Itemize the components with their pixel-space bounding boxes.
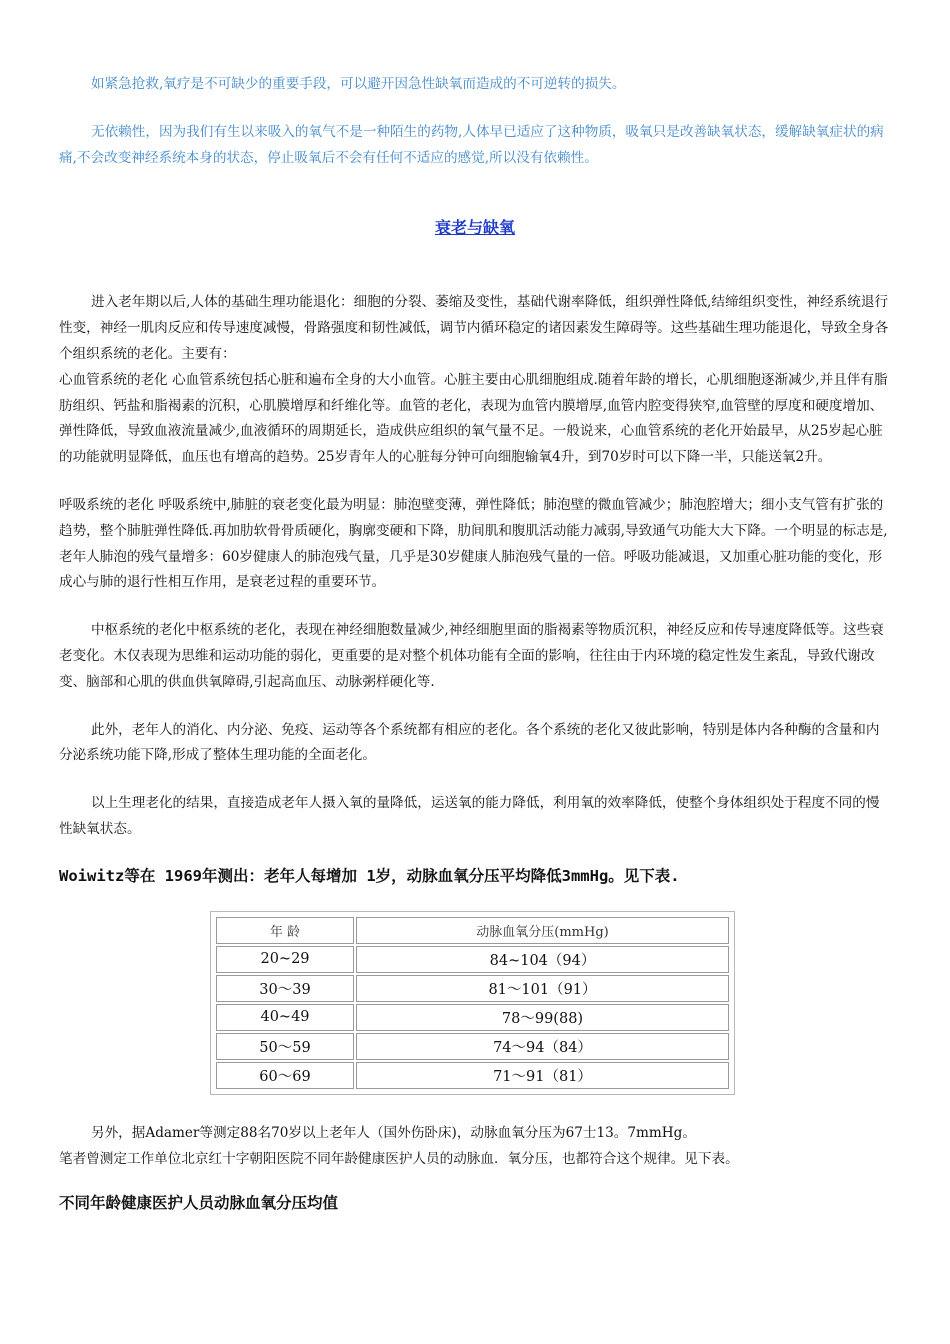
body-paragraph-respiratory: 呼吸系统的老化 呼吸系统中,肺脏的衰老变化最为明显：肺泡壁变薄，弹性降低；肺泡壁的微血管减少；肺泡腔增大；细小支气管有扩张的趋势，整个肺脏弹性降低.再加肋软骨骨质硬化，胸廓变硬和下降，肋间肌和腹肌活动能力减弱,导致通气功能大大下降。一个明显的标志是,老年人肺泡的残气量增多：60岁健康人的肺泡残气量，几乎是30岁健康人肺泡残气量的一倍。呼吸功能减退，又加重心脏功能的变化，形成心与肺的退行性相互作用，是衰老过程的重要环节。 [59, 496, 888, 591]
intro-paragraph-2: 无依赖性，因为我们有生以来吸入的氧气不是一种陌生的药物,人体早已适应了这种物质，吸氧只是改善缺氧状态，缓解缺氧症状的病痛,不会改变神经系统本身的状态，停止吸氧后不会有任何不适应的感觉,所以没有依赖性。 [59, 123, 884, 166]
spacer [59, 696, 891, 718]
table-cell-pressure: 78～99(88) [356, 1004, 729, 1031]
table-cell-pressure: 81～101（91） [356, 975, 729, 1002]
spacer [59, 769, 891, 791]
table-header-row [216, 917, 729, 944]
body-paragraph-conclusion: 以上生理老化的结果，直接造成老年人摄入氧的量降低，运送氧的能力降低，利用氧的效率降低，使整个身体组织处于程度不同的慢性缺氧状态。 [59, 795, 880, 837]
table-header-age: 年 龄 [216, 917, 354, 944]
intro-paragraph-1: 如紧急抢救,氧疗是不可缺少的重要手段，可以避开因急性缺氧而造成的不可逆转的损失。 [91, 76, 626, 92]
section-title-link[interactable]: 衰老与缺氧 [434, 218, 515, 238]
spacer [59, 596, 891, 618]
table-header-pressure: 动脉血氧分压(mmHg) [356, 917, 729, 944]
body-paragraph-nervous: 中枢系统的老化中枢系统的老化，表现在神经细胞数量减少,神经细胞里面的脂褐素等物质沉积，神经反应和传导速度降低等。这些衰老变化。木仅表现为思维和运动功能的弱化，更重要的是对整个机体功能有全面的影响，往往由于内环境的稳定性发生紊乱，导致代谢改变、脑部和心肌的供血供氧障碍,引起高血压、动脉粥样硬化等. [59, 622, 884, 690]
table-row [216, 1004, 729, 1031]
spacer [59, 98, 891, 120]
table-cell-age: 60～69 [216, 1062, 354, 1089]
table-cell-age: 30～39 [216, 975, 354, 1002]
table-row [216, 946, 729, 973]
table-row [216, 975, 729, 1002]
table-cell-age: 20~29 [216, 946, 354, 973]
after-paragraph-adamer: 另外，据Adamer等测定88名70岁以上老年人（国外伤卧床)，动脉血氧分压为67士13。7mmHg。 [91, 1124, 696, 1141]
spacer [59, 471, 891, 493]
table-cell-pressure: 71～91（81） [356, 1062, 729, 1089]
table-row [216, 1033, 729, 1060]
body-paragraph-intro: 进入老年期以后,人体的基础生理功能退化：细胞的分裂、萎缩及变性，基础代谢率降低，组织弹性降低,结缔组织变性，神经系统退行性变，神经一肌肉反应和传导速度减慢，骨路强度和韧性减低，调节内循环稳定的诸因素发生障碍等。这些基础生理功能退化，导致全身各个组织系统的老化。主要有： [59, 294, 889, 362]
body-paragraph-cardiovascular: 心血管系统的老化 心血管系统包括心脏和遍布全身的大小血管。心脏主要由心肌细胞组成.随着年龄的增长，心肌细胞逐渐减少,并且伴有脂肪组织、钙盐和脂褐素的沉积，心肌膜增厚和纤维化等。血管的老化，表现为血管内膜增厚,血管内腔变得狭窄,血管壁的厚度和硬度增加、弹性降低，导致血液流量减少,血液循环的周期延长，造成供应组织的氧气量不足。一般说来，心血管系统的老化开始最早，从25岁起心脏的功能就明显降低，血压也有增高的趋势。25岁青年人的心脏每分钟可向细胞输氧4升，到70岁时可以下降一半，只能送氧2升。 [59, 371, 888, 466]
body-paragraph-other-systems: 此外，老年人的消化、内分泌、免疫、运动等各个系统都有相应的老化。各个系统的老化又彼此影响，特别是体内各种酶的含量和内分泌系统功能下降,形成了整体生理功能的全面老化。 [59, 721, 880, 764]
table-cell-age: 50～59 [216, 1033, 354, 1060]
table-cell-pressure: 84~104（94） [356, 946, 729, 973]
table-cell-pressure: 74～94（84） [356, 1033, 729, 1060]
after-paragraph-author: 笔者曾测定工作单位北京红十字朝阳医院不同年龄健康医护人员的动脉血．氧分压，也都符合这个规律。见下表。 [59, 1150, 739, 1167]
oxygen-pressure-table [210, 911, 735, 1095]
woiwitz-heading: Woiwitz等在 1969年测出：老年人每增加 1岁，动脉血氧分压平均降低3mmHg。见下表. [59, 866, 680, 885]
table-cell-age: 40~49 [216, 1004, 354, 1031]
second-table-heading: 不同年龄健康医护人员动脉血氧分压均值 [59, 1194, 339, 1213]
document-page [59, 72, 891, 1216]
table-row [216, 1062, 729, 1089]
